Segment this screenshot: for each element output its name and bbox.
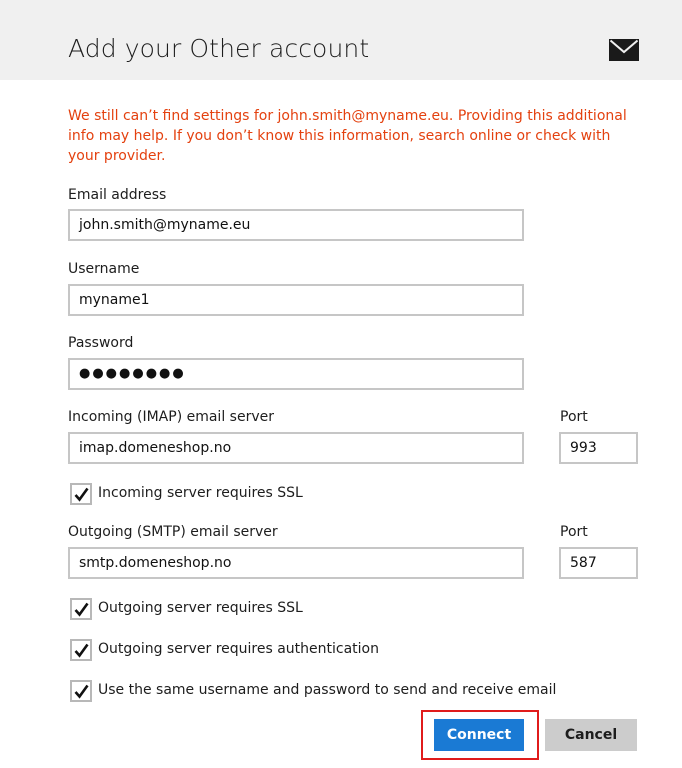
outgoing-ssl-label: Outgoing server requires SSL <box>98 600 303 616</box>
incoming-ssl-checkbox[interactable] <box>70 483 92 505</box>
checkmark-icon <box>74 684 89 699</box>
username-label: Username <box>68 261 140 277</box>
checkmark-icon <box>74 487 89 502</box>
outgoing-ssl-checkbox[interactable] <box>70 598 92 620</box>
incoming-port-input[interactable]: 993 <box>559 432 638 464</box>
password-input[interactable]: ●●●●●●●● <box>68 358 524 390</box>
checkmark-icon <box>74 602 89 617</box>
outgoing-port-input[interactable]: 587 <box>559 547 638 579</box>
same-credentials-label: Use the same username and password to send and receive email <box>98 682 557 698</box>
cancel-button[interactable]: Cancel <box>545 719 637 751</box>
settings-warning-message: We still can’t find settings for john.smith@myname.eu. Providing this additional info may help. If you don’t know this information, search online or check with your provider. <box>68 108 627 164</box>
same-credentials-checkbox[interactable] <box>70 680 92 702</box>
dialog-title: Add your Other account <box>68 34 370 63</box>
outgoing-server-label: Outgoing (SMTP) email server <box>68 524 278 540</box>
checkmark-icon <box>74 643 89 658</box>
incoming-ssl-label: Incoming server requires SSL <box>98 485 303 501</box>
incoming-server-label: Incoming (IMAP) email server <box>68 409 274 425</box>
outgoing-auth-checkbox[interactable] <box>70 639 92 661</box>
incoming-port-label: Port <box>560 409 588 425</box>
email-label: Email address <box>68 187 167 203</box>
password-label: Password <box>68 335 134 351</box>
incoming-server-input[interactable]: imap.domeneshop.no <box>68 432 524 464</box>
username-input[interactable]: myname1 <box>68 284 524 316</box>
outgoing-server-input[interactable]: smtp.domeneshop.no <box>68 547 524 579</box>
dialog-header <box>0 0 682 80</box>
outgoing-port-label: Port <box>560 524 588 540</box>
mail-icon <box>609 39 639 61</box>
connect-button[interactable]: Connect <box>434 719 524 751</box>
email-input[interactable]: john.smith@myname.eu <box>68 209 524 241</box>
outgoing-auth-label: Outgoing server requires authentication <box>98 641 379 657</box>
